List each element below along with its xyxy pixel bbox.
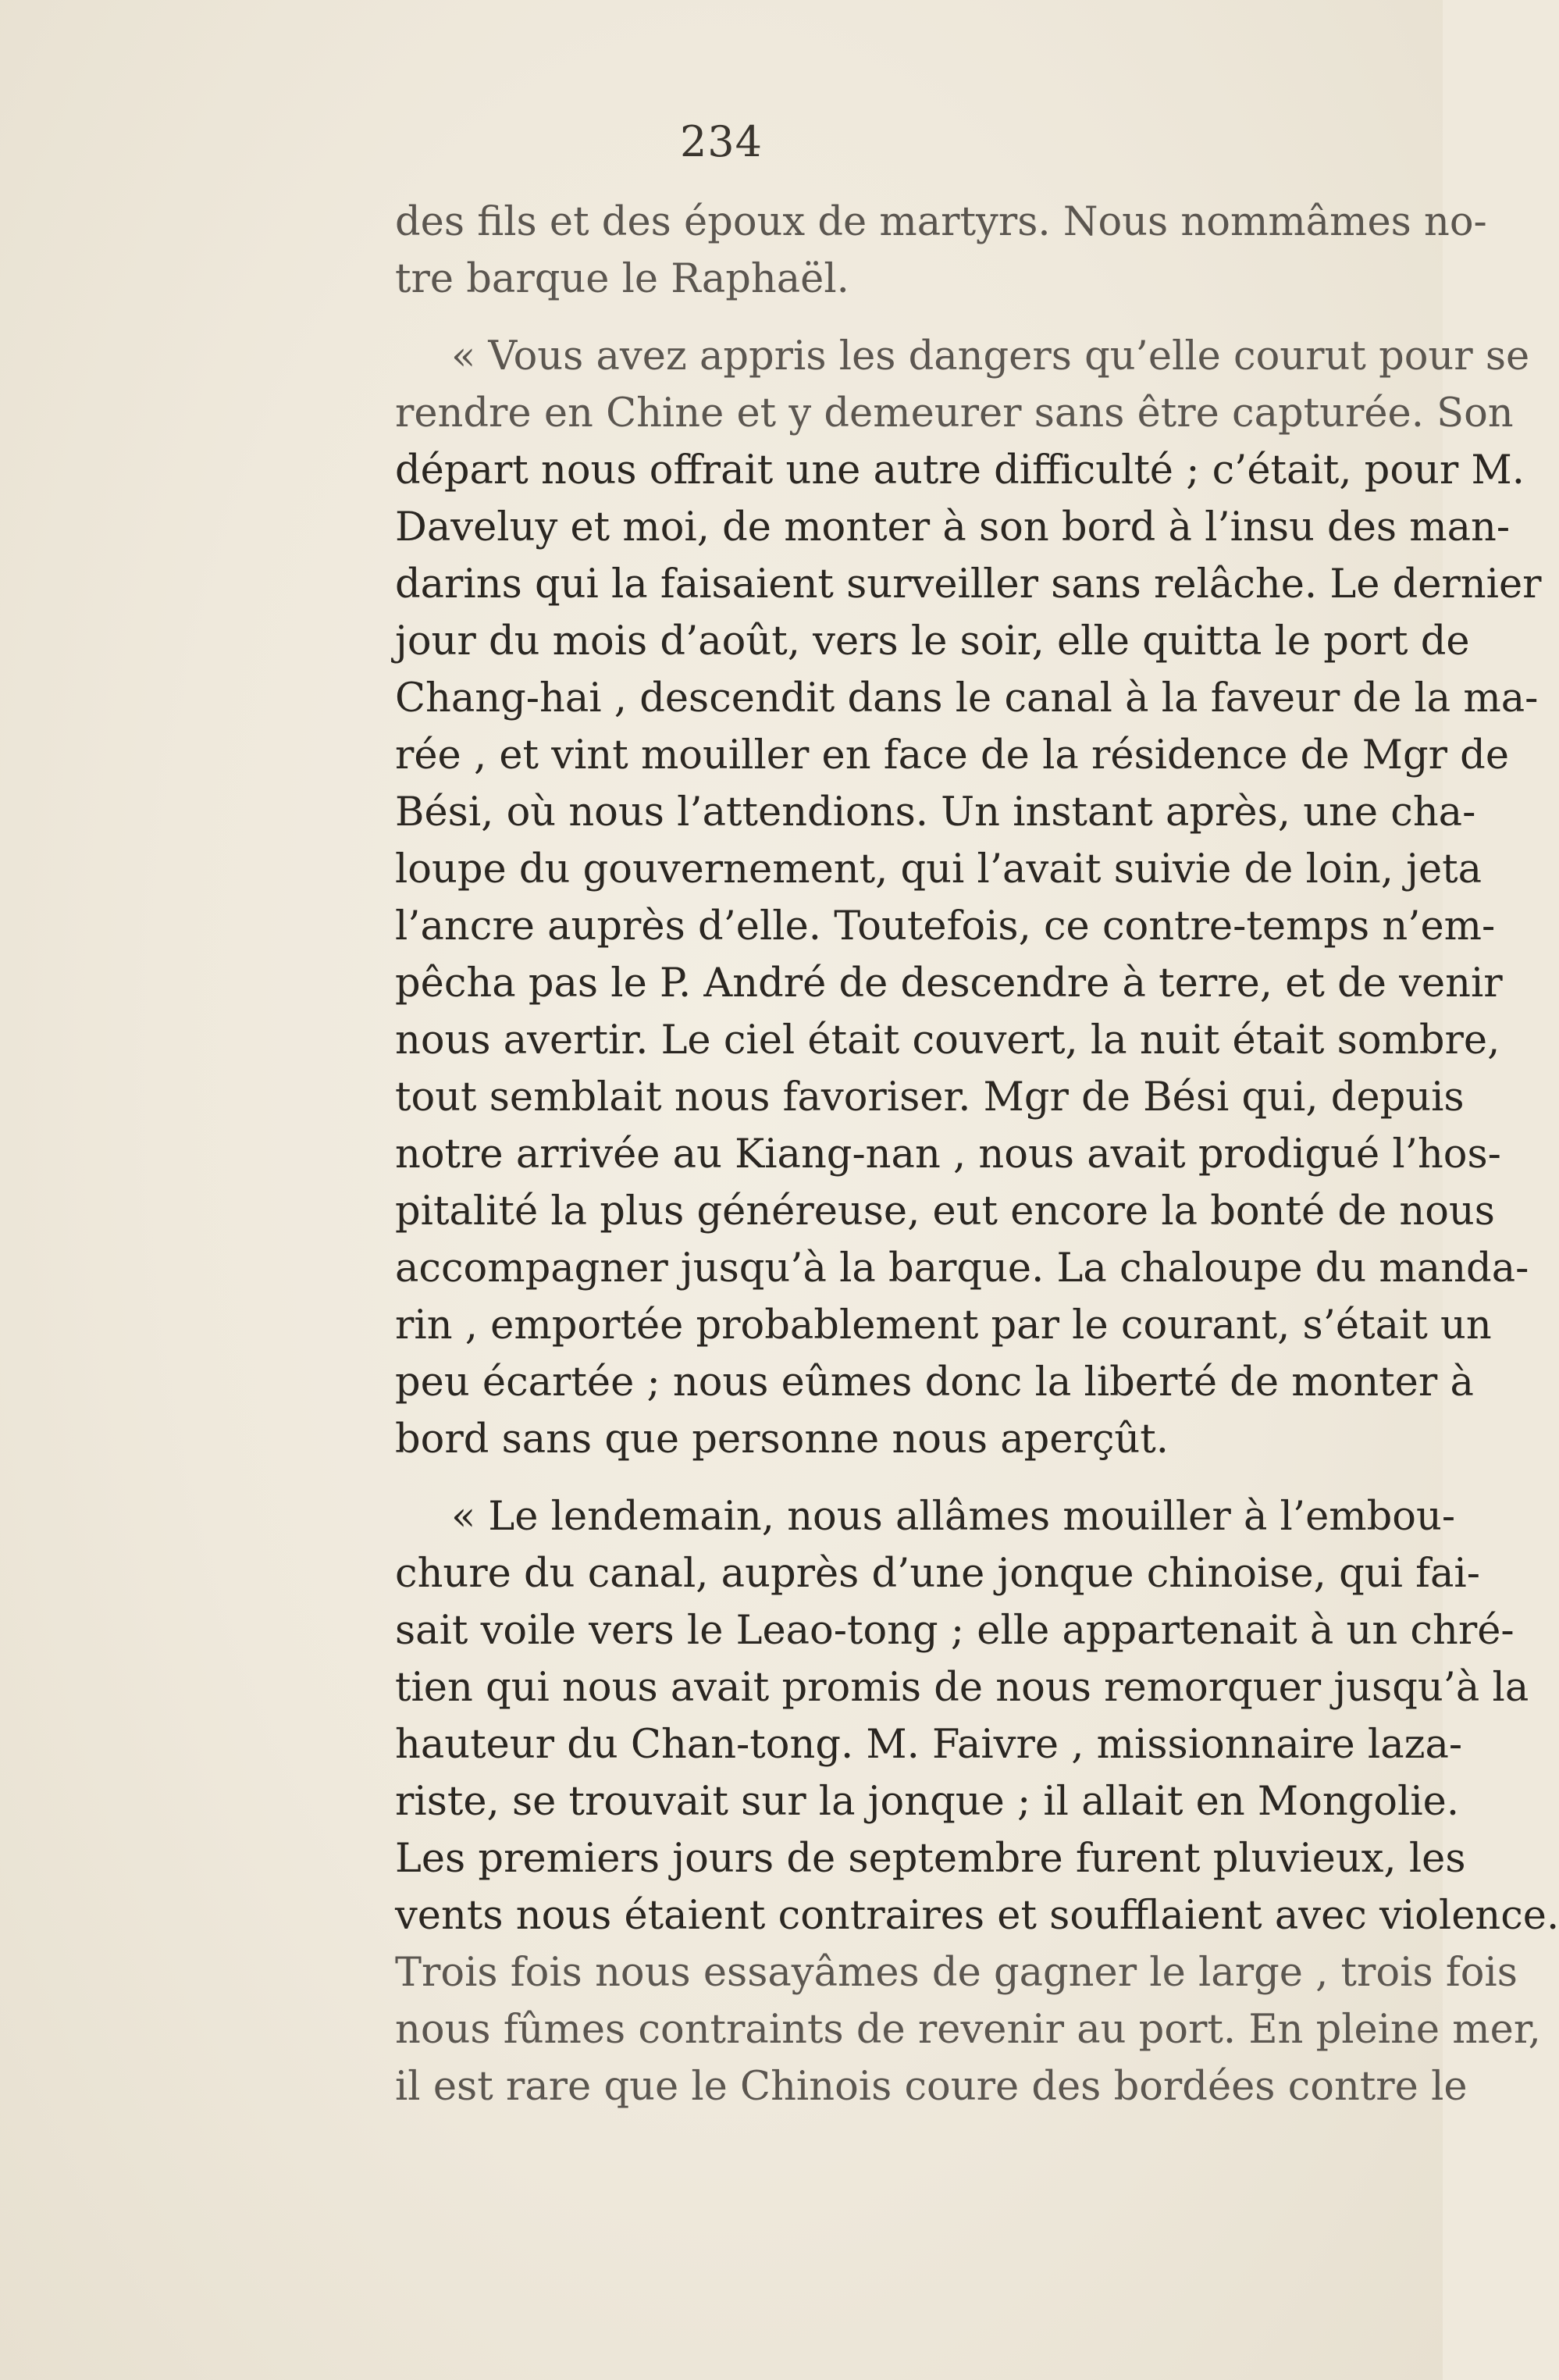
text-line: riste, se trouvait sur la jonque ; il allait en Mongolie. [395,1779,1460,1825]
text-line: il est rare que le Chinois coure des bordées contre le [395,2064,1468,2110]
text-line: Daveluy et moi, de monter à son bord à l’insu des man- [395,504,1511,550]
text-line: Les premiers jours de septembre furent pluvieux, les [395,1836,1466,1882]
text-line: accompagner jusqu’à la barque. La chaloupe du manda- [395,1245,1529,1292]
text-line: hauteur du Chan-tong. M. Faivre , missionnaire laza- [395,1722,1463,1768]
text-line: tre barque le Raphaël. [395,256,849,302]
text-line: Trois fois nous essayâmes de gagner le large , trois fois [395,1950,1518,1996]
text-line: vents nous étaient contraires et soufflaient avec violence. [395,1893,1559,1939]
text-line: bord sans que personne nous aperçût. [395,1416,1169,1463]
text-line: peu écartée ; nous eûmes donc la liberté de monter à [395,1359,1474,1406]
text-line: rin , emportée probablement par le courant, s’était un [395,1302,1492,1349]
page-number: 234 [679,117,763,166]
text-line: tout semblait nous favoriser. Mgr de Bési qui, depuis [395,1074,1465,1121]
text-line: rendre en Chine et y demeurer sans être capturée. Son [395,390,1514,436]
paragraph [395,328,1542,1468]
text-line: jour du mois d’août, vers le soir, elle quitta le port de [395,618,1470,664]
text-line: départ nous offrait une autre difficulté ; c’était, pour M. [395,447,1525,493]
text-line: pêcha pas le P. André de descendre à terre, et de venir [395,960,1503,1007]
text-line: loupe du gouvernement, qui l’avait suivie de loin, jeta [395,846,1482,892]
text-line: sait voile vers le Leao-tong ; elle appartenait à un chré- [395,1608,1515,1654]
text-line: Chang-hai , descendit dans le canal à la faveur de la ma- [395,675,1539,721]
text-line: nous fûmes contraints de revenir au port. En pleine mer, [395,2007,1541,2053]
text-line: chure du canal, auprès d’une jonque chinoise, qui fai- [395,1551,1480,1597]
body-text [395,194,1559,2115]
text-line: darins qui la faisaient surveiller sans relâche. Le dernier [395,561,1542,607]
paragraph [395,1488,1559,2115]
text-line: « Le lendemain, nous allâmes mouiller à l’embou- [451,1494,1456,1540]
text-line: « Vous avez appris les dangers qu’elle courut pour se [451,333,1530,379]
text-line: rée , et vint mouiller en face de la résidence de Mgr de [395,732,1510,778]
text-line: l’ancre auprès d’elle. Toutefois, ce contre-temps n’em- [395,903,1496,950]
text-line: des fils et des époux de martyrs. Nous nommâmes no- [395,199,1487,245]
text-line: nous avertir. Le ciel était couvert, la nuit était sombre, [395,1017,1500,1064]
text-line: Bési, où nous l’attendions. Un instant après, une cha- [395,789,1476,835]
text-line: tien qui nous avait promis de nous remorquer jusqu’à la [395,1665,1529,1711]
text-line: notre arrivée au Kiang-nan , nous avait prodigué l’hos- [395,1131,1501,1178]
paragraph [395,194,1487,308]
text-line: pitalité la plus généreuse, eut encore la bonté de nous [395,1188,1495,1235]
